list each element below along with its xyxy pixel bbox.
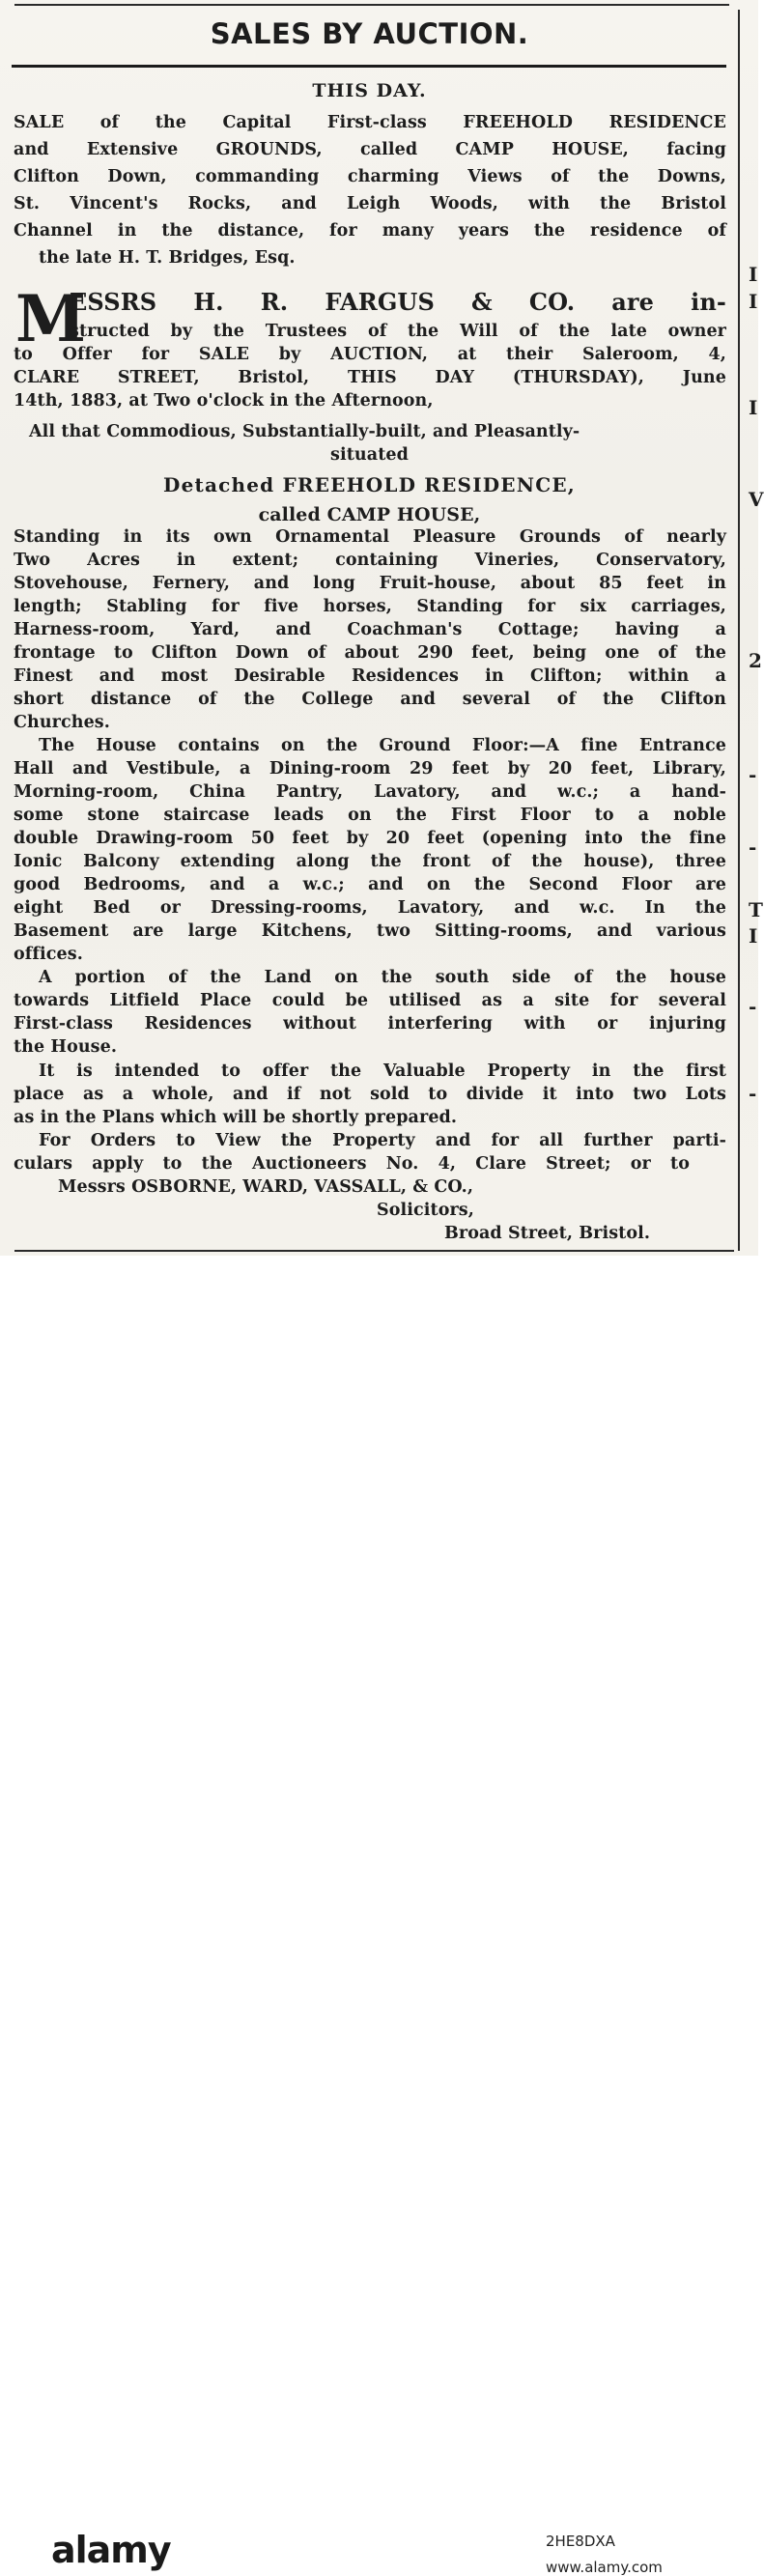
edge-letter: I (749, 263, 758, 286)
offer-line: place as a whole, and if not sold to divide it into two Lots (14, 1085, 726, 1104)
edge-letter: - (749, 763, 757, 786)
grounds-line: short distance of the College and several of the Clifton (14, 690, 726, 709)
intro-line: SALE of the Capital First-class FREEHOLD RESIDENCE (14, 113, 726, 132)
alamy-logo: alamy (51, 2529, 171, 2571)
house-line: double Drawing-room 50 feet by 20 feet (opening into the fine (14, 829, 726, 848)
orders-line: Solicitors, (377, 1201, 474, 1220)
land-line: First-class Residences without interfering with or injuring (14, 1014, 726, 1033)
house-line: Ionic Balcony extending along the front of the house), three (14, 852, 726, 871)
house-line: some stone staircase leads on the First Floor to a noble (14, 806, 726, 825)
grounds-line: Churches. (14, 713, 110, 732)
announce-line: CLARE STREET, Bristol, THIS DAY (THURSDAY), June (14, 368, 726, 387)
offer-line: It is intended to offer the Valuable Property in the first (39, 1062, 726, 1081)
section-heading: SALES BY AUCTION. (210, 17, 529, 50)
grounds-line: Finest and most Desirable Residences in Clifton; within a (14, 666, 726, 686)
house-line: eight Bed or Dressing-rooms, Lavatory, and w.c. In the (14, 898, 726, 918)
house-line: offices. (14, 945, 83, 964)
land-line: towards Litfield Place could be utilised as a site for several (14, 991, 726, 1010)
column-divider (738, 10, 740, 1251)
orders-line: culars apply to the Auctioneers No. 4, Clare Street; or to (14, 1154, 690, 1174)
grounds-line: Two Acres in extent; containing Vineries, Conservatory, (14, 551, 726, 570)
announce-line: to Offer for SALE by AUCTION, at their Saleroom, 4, (14, 345, 726, 364)
top-rule (14, 4, 729, 6)
intro-line: the late H. T. Bridges, Esq. (39, 248, 296, 268)
adjacent-column-edge (741, 0, 764, 1256)
property-title: Detached FREEHOLD RESIDENCE, (163, 473, 576, 496)
house-line: Basement are large Kitchens, two Sitting-rooms, and various (14, 921, 726, 941)
announce-line: 14th, 1883, at Two o'clock in the Afternoon, (14, 391, 434, 410)
edge-letter: - (749, 995, 757, 1018)
announce-line: structed by the Trustees of the Will of the late owner (70, 322, 726, 341)
edge-letter: I (749, 290, 758, 313)
edge-letter: T (749, 898, 763, 921)
site-url: www.alamy.com (546, 2559, 663, 2576)
house-line: The House contains on the Ground Floor:—A fine Entrance (39, 736, 726, 755)
edge-letter: V (749, 488, 764, 511)
this-day-heading: THIS DAY. (312, 80, 427, 101)
edge-letter: 2 (749, 649, 762, 672)
newspaper-clipping (0, 0, 764, 1256)
grounds-line: frontage to Clifton Down of about 290 feet, being one of the (14, 643, 726, 663)
intro-line: Channel in the distance, for many years the residence of (14, 221, 726, 241)
house-line: Hall and Vestibule, a Dining-room 29 feet by 20 feet, Library, (14, 759, 726, 778)
property-subtitle: called CAMP HOUSE, (258, 504, 481, 525)
bottom-rule (14, 1250, 734, 1252)
image-id: 2HE8DXA (546, 2533, 615, 2550)
intro-line: and Extensive GROUNDS, called CAMP HOUSE, facing (14, 140, 726, 159)
edge-letter: I (749, 396, 758, 419)
land-line: the House. (14, 1037, 118, 1057)
orders-line: For Orders to View the Property and for all further parti- (39, 1131, 726, 1150)
watermark-footer (0, 1256, 758, 2576)
grounds-line: Harness-room, Yard, and Coachman's Cottage; having a (14, 620, 726, 639)
grounds-line: Stovehouse, Fernery, and long Fruit-house, about 85 feet in (14, 574, 726, 593)
edge-letter: - (749, 1082, 757, 1105)
orders-line: Messrs OSBORNE, WARD, VASSALL, & CO., (58, 1177, 474, 1197)
orders-line: Broad Street, Bristol. (444, 1224, 651, 1243)
intro-line: St. Vincent's Rocks, and Leigh Woods, with the Bristol (14, 194, 726, 213)
property-heading-line: All that Commodious, Substantially-built, and Pleasantly- (29, 422, 580, 441)
grounds-line: length; Stabling for five horses, Standing for six carriages, (14, 597, 726, 616)
heading-rule (12, 65, 726, 68)
house-line: good Bedrooms, and a w.c.; and on the Second Floor are (14, 875, 726, 894)
land-line: A portion of the Land on the south side of the house (39, 968, 726, 987)
property-heading-line: situated (330, 445, 409, 465)
drop-cap: M (15, 281, 87, 356)
house-line: Morning-room, China Pantry, Lavatory, and w.c.; a hand- (14, 782, 726, 802)
grounds-line: Standing in its own Ornamental Pleasure Grounds of nearly (14, 527, 726, 547)
edge-letter: I (749, 924, 758, 948)
announce-line: ESSRS H. R. FARGUS & CO. are in- (70, 288, 726, 316)
edge-letter: - (749, 835, 757, 859)
offer-line: as in the Plans which will be shortly prepared. (14, 1108, 458, 1127)
intro-line: Clifton Down, commanding charming Views of the Downs, (14, 167, 726, 186)
